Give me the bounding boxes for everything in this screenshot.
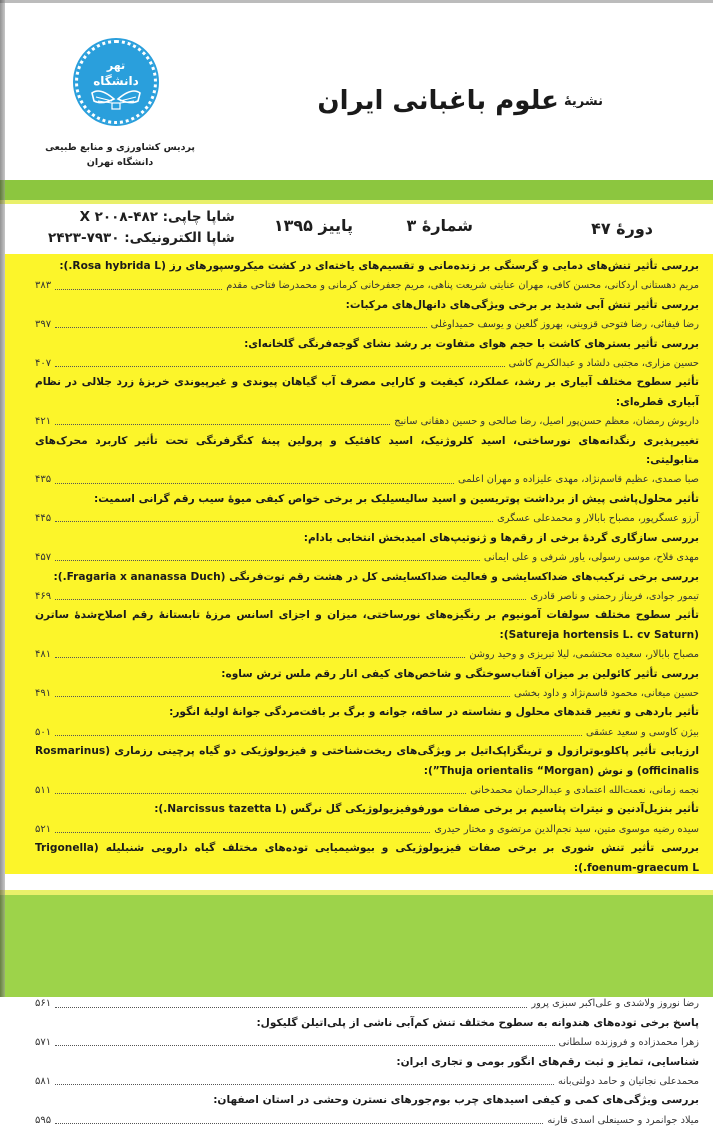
issue-number: شمارهٔ ۳	[406, 216, 473, 235]
page-number: ۴۰۷	[35, 358, 52, 370]
page-number: ۴۵۷	[35, 552, 52, 564]
article-authors: مصباح بابالار، سعیده محتشمی، لیلا تبریزی و وحید روشن	[469, 649, 699, 661]
dot-leader	[55, 657, 465, 658]
article-authors: حسین مزاری، مجتبی دلشاد و عبدالکریم کاشی	[508, 358, 699, 370]
campus-name: پردیس کشاورزی و منابع طبیعی	[45, 142, 195, 153]
page-number: ۳۹۷	[35, 319, 52, 331]
toc-entry[interactable]	[35, 257, 699, 296]
journal-prefix: نشریهٔ	[564, 94, 603, 109]
article-authors: تیمور جوادی، فریناز رحمتی و ناصر قادری	[530, 590, 699, 602]
toc-entry[interactable]	[35, 1014, 699, 1053]
institution-name	[40, 140, 200, 170]
toc-entry[interactable]	[35, 1091, 699, 1130]
dot-leader	[55, 735, 582, 736]
page-number: ۴۳۵	[35, 474, 52, 486]
dot-leader	[55, 599, 526, 600]
article-title: تأثیر باردهی و تغییر قندهای محلول و نشاسته در ساقه، جوانه و برگ بر بافت‌مردگی جوانهٔ اولیهٔ انگور:	[169, 706, 699, 719]
dot-leader	[55, 696, 510, 697]
publication-season: پاییز ۱۳۹۵	[273, 216, 353, 235]
white-band-bottom	[0, 874, 713, 890]
article-authors: داریوش رمضان، معظم حسن‌پور اصیل، رضا صالحی و حسین دهقانی سانیج	[394, 416, 699, 428]
article-authors: صبا صمدی، عظیم قاسم‌نژاد، مهدی علیزاده و مهران اعلمی	[458, 474, 699, 486]
dot-leader	[55, 1045, 554, 1046]
issue-info-band	[0, 204, 713, 254]
article-title: بررسی تأثیر تنش‌های دمایی و گرسنگی بر زنده‌مانی و تقسیم‌های یاخته‌ای در کشت میکروسپورهای رز (Rosa hybrida L.):	[59, 260, 699, 272]
author-line	[35, 315, 699, 334]
author-line	[35, 1072, 699, 1091]
article-title: تغییرپذیری رنگدانه‌های نورساختی، اسید کلروژنیک، اسید کافئیک و پرولین پینهٔ کنگرفرنگی تحت تأثیر کاربرد محرک‌های متابولیتی:	[35, 434, 699, 467]
dot-leader	[55, 1084, 554, 1085]
article-authors: حسین میغانی، محمود قاسم‌نژاد و داود بخشی	[513, 687, 699, 699]
page-number: ۳۸۳	[35, 280, 52, 292]
university-name: دانشگاه تهران	[86, 157, 154, 168]
issn-electronic: شاپا الکترونیکی: ۷۹۳۰-۲۴۲۳	[48, 230, 235, 246]
issn-block	[48, 207, 235, 249]
article-authors: زهرا محمدزاده و فروزنده سلطانی	[558, 1037, 699, 1049]
article-authors: سیده رضیه موسوی متین، سید نجم‌الدین مرتضوی و مختار حیدری	[434, 823, 699, 835]
page-number: ۵۷۱	[35, 1037, 52, 1049]
article-title: بررسی تأثیر بسترهای کاشت با حجم هوای متفاوت بر رشد نشای گوجه‌فرنگی گلخانه‌ای:	[244, 337, 699, 350]
article-title: پاسخ برخی توده‌های هندوانه به سطوح مختلف تنش کم‌آبی ناشی از پلی‌اتیلن گلیکول:	[256, 1016, 699, 1029]
journal-name: علوم باغبانی ایران	[317, 86, 559, 116]
dot-leader	[55, 424, 390, 425]
article-title: ارزیابی تأثیر پاکلوبوترازول و ترینگزاپک‌اتیل بر ویژگی‌های ریخت‌شناختی و فیزیولوژیکی دو گیاه پرچینی رزماری (Rosmarinus officinalis) و نوش (Thuja orientalis “Morgan”):	[35, 745, 699, 777]
page-number: ۵۲۱	[35, 823, 52, 835]
article-authors: بیژن کاوسی و سعید عشقی	[586, 726, 699, 738]
page-number: ۵۰۱	[35, 726, 52, 738]
toc-entry[interactable]	[35, 568, 699, 607]
toc-entry[interactable]	[35, 665, 699, 704]
toc-entry[interactable]	[35, 490, 699, 529]
article-authors: نجمه زمانی، نعمت‌الله اعتمادی و عبدالرحمان محمدخانی	[470, 784, 699, 796]
dot-leader	[55, 560, 480, 561]
svg-text:دانشگاه: دانشگاه	[93, 74, 139, 88]
page-number: ۵۹۵	[35, 1114, 52, 1126]
article-authors: مریم دهستانی اردکانی، محسن کافی، مهران عنایتی شریعت پناهی، مریم جعفرخانی کرمانی و محمدرضا فتاحی مقدم	[226, 280, 699, 292]
dot-leader	[55, 366, 504, 367]
toc-entry[interactable]	[35, 529, 699, 568]
article-title: بررسی تأثیر تنش شوری بر برخی صفات فیزیولوژیکی و بیوشیمیایی توده‌های مختلف گیاه دارویی شنبلیله (Trigonella foenum-graecum L.):	[35, 842, 699, 874]
toc-entry[interactable]	[35, 742, 699, 800]
article-title: تأثیر سطوح مختلف آبیاری بر رشد، عملکرد، کیفیت و کارایی مصرف آب گیاهان پیوندی و غیرپیوندی خربزهٔ زرد جلالی در نظام آبیاری قطره‌ای:	[35, 376, 699, 408]
svg-text:تهر: تهر	[106, 59, 126, 72]
page-number: ۴۸۱	[35, 649, 52, 661]
author-line	[35, 509, 699, 528]
author-line	[35, 1033, 699, 1052]
toc-entry[interactable]	[35, 432, 699, 490]
page-number: ۴۹۱	[35, 687, 52, 699]
author-line	[35, 470, 699, 489]
article-title: بررسی برخی ترکیب‌های ضداکسایشی و فعالیت ضداکسایشی کل در هشت رقم توت‌فرنگی (Fragaria x ananassa Duch.):	[53, 570, 699, 583]
author-line	[35, 820, 699, 839]
dot-leader	[55, 1123, 543, 1124]
author-line	[35, 723, 699, 742]
author-line	[35, 645, 699, 664]
toc-entry[interactable]	[35, 1053, 699, 1092]
green-band-bottom	[0, 895, 713, 997]
volume-number: دورهٔ ۴۷	[591, 219, 653, 238]
author-line	[35, 1111, 699, 1130]
author-line	[35, 587, 699, 606]
article-title: تأثیر سطوح مختلف سولفات آمونیوم بر رنگیزه‌های نورساختی، میزان و اجزای اسانس مرزهٔ تابستانهٔ رقم اصلاح‌شدهٔ ساترن (Satureja hortensis L. cv Saturn):	[35, 609, 699, 641]
dot-leader	[55, 327, 427, 328]
toc-entry[interactable]	[35, 335, 699, 374]
dot-leader	[55, 832, 430, 833]
article-authors: رضا فیفائی، رضا فتوحی قزوینی، بهروز گلعین و یوسف حمیداوغلی	[430, 319, 699, 331]
author-line	[35, 994, 699, 1013]
author-line	[35, 354, 699, 373]
article-title: تأثیر محلول‌پاشی پیش از برداشت پوتریسین و اسید سالیسیلیک بر برخی خواص کیفی میوهٔ سیب رقم گرانی اسمیت:	[93, 492, 699, 505]
author-line	[35, 276, 699, 295]
page-number: ۵۱۱	[35, 784, 52, 796]
toc-entry[interactable]	[35, 606, 699, 664]
author-line	[35, 684, 699, 703]
article-authors: مهدی فلاح، موسی رسولی، یاور شرفی و علی ایمانی	[483, 552, 699, 564]
dot-leader	[55, 793, 466, 794]
author-line	[35, 412, 699, 431]
green-band-top	[0, 180, 713, 200]
article-title: تأثیر بنزیل‌آدنین و نیترات پتاسیم بر برخی صفات مورفوفیزیولوژیکی گل نرگس (Narcissus tazetta L.):	[154, 803, 699, 816]
article-title: بررسی تأثیر تنش آبی شدید بر برخی ویژگی‌های دانهال‌های مرکبات:	[345, 298, 699, 311]
toc-entry[interactable]	[35, 373, 699, 431]
page-number: ۵۶۱	[35, 998, 52, 1010]
dot-leader	[55, 1007, 527, 1008]
dot-leader	[55, 483, 454, 484]
dot-leader	[55, 289, 222, 290]
dot-leader	[55, 521, 493, 522]
wings-emblem-icon	[78, 43, 154, 121]
article-title: بررسی ویژگی‌های کمی و کیفی اسیدهای چرب بوم‌جورهای نسترن وحشی در استان اصفهان:	[213, 1094, 699, 1107]
article-authors: محمدعلی نجاتیان و حامد دولتی‌بانه	[557, 1076, 699, 1088]
article-title: شناسایی، تمایز و ثبت رقم‌های انگور بومی و تجاری ایران:	[396, 1055, 699, 1068]
article-title: بررسی سازگاری گردهٔ برخی از رقم‌ها و ژنوتیپ‌های امیدبخش انتخابی بادام:	[303, 531, 699, 544]
toc-entry[interactable]	[35, 800, 699, 839]
author-line	[35, 781, 699, 800]
toc-entry[interactable]	[35, 703, 699, 742]
toc-entry[interactable]	[35, 296, 699, 335]
university-seal-icon	[75, 40, 157, 124]
issn-print: شاپا چاپی: X ۲۰۰۸-۴۸۲	[79, 209, 235, 225]
article-authors: آرزو عسگرپور، مصباح بابالار و محمدعلی عسگری	[497, 513, 699, 525]
page-number: ۴۴۵	[35, 513, 52, 525]
scan-edge-top	[0, 0, 713, 3]
university-logo	[72, 40, 160, 140]
cover-header	[0, 0, 713, 180]
article-authors: رضا نوروز ولاشدی و علی‌اکبر سبزی پرور	[531, 998, 699, 1010]
journal-title	[317, 86, 603, 116]
page-number: ۴۶۹	[35, 590, 52, 602]
page-number: ۴۲۱	[35, 416, 52, 428]
article-title: بررسی تأثیر کائولین بر میزان آفتاب‌سوختگی و شاخص‌های کیفی انار رقم ملس ترش ساوه:	[221, 667, 699, 680]
scan-edge-left	[0, 0, 5, 997]
page-number: ۵۸۱	[35, 1076, 52, 1088]
article-authors: میلاد جوانمرد و حسینعلی اسدی قارنه	[547, 1114, 699, 1126]
table-of-contents	[5, 254, 713, 1126]
author-line	[35, 548, 699, 567]
